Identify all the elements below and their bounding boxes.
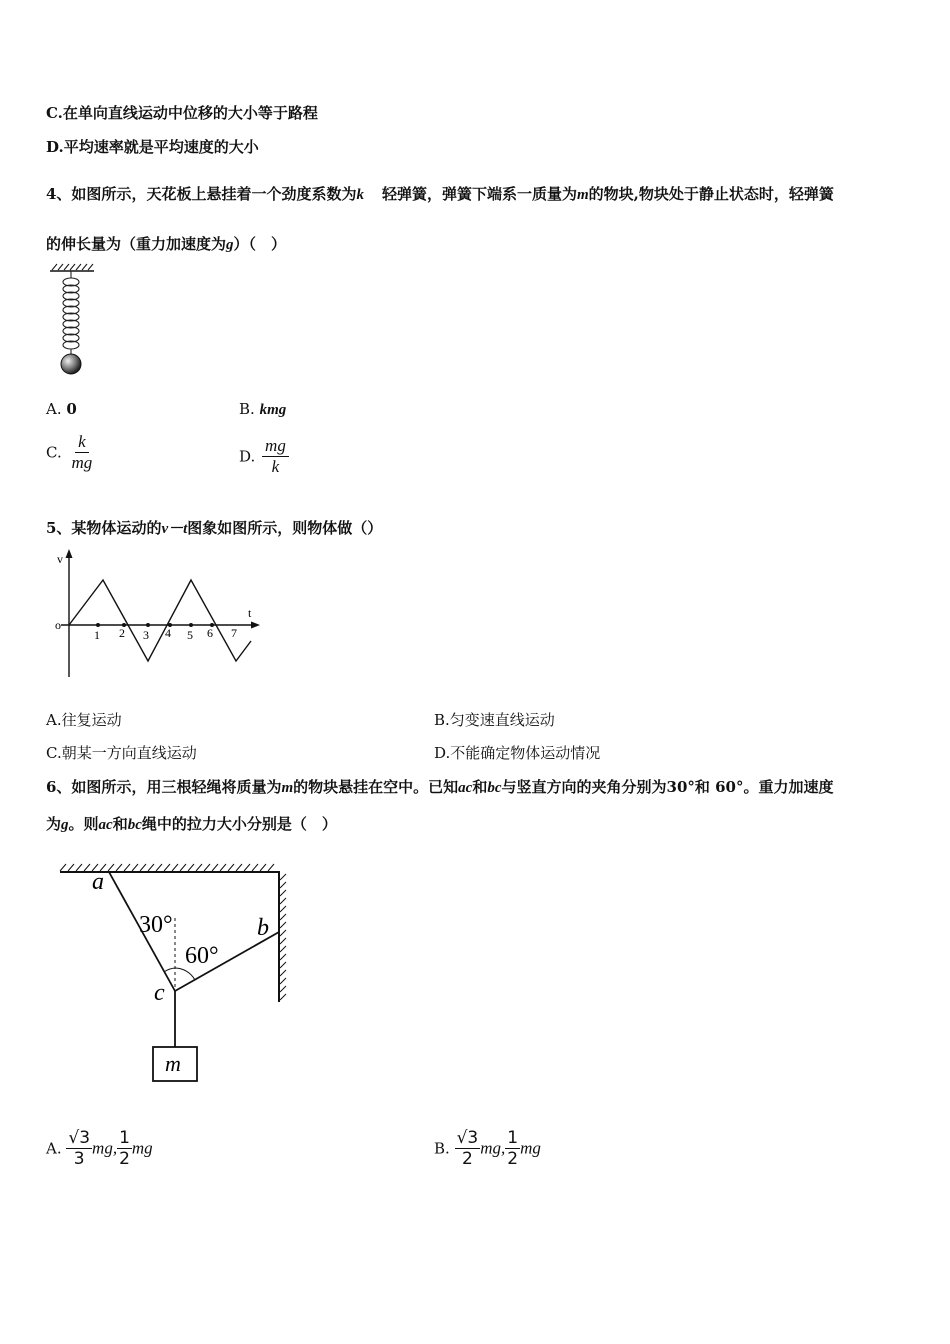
math-mg: mg bbox=[131, 1138, 153, 1158]
q5-option-b: B.匀变速直线运动 bbox=[434, 711, 555, 729]
fraction-numerator: k bbox=[75, 432, 89, 453]
q4-option-a bbox=[46, 400, 77, 418]
q6-text: 6、如图所示，用三根轻绳将质量为 bbox=[46, 778, 282, 796]
tick-4: 4 bbox=[165, 626, 171, 640]
fraction bbox=[69, 432, 96, 473]
q4-var-m: m bbox=[576, 187, 589, 203]
q4-text: 轻弹簧，弹簧下端系一质量为 bbox=[381, 185, 577, 203]
option-label: D. bbox=[239, 447, 256, 466]
q5-text: 图象如图所示，则物体做（） bbox=[187, 519, 383, 537]
q4-option-d bbox=[239, 436, 289, 477]
tick-1: 1 bbox=[94, 628, 100, 642]
q4-var-g: g bbox=[226, 237, 234, 253]
v-axis-label: v bbox=[57, 552, 63, 566]
q4-stem-line1 bbox=[46, 183, 834, 204]
q6-var-m: m bbox=[281, 780, 294, 796]
option-value: 0 bbox=[66, 400, 77, 418]
fraction-numerator: √3 bbox=[456, 1128, 479, 1148]
option-label: A. bbox=[46, 1139, 62, 1158]
q6-text: 绳中的拉力大小分别是（ ） bbox=[141, 815, 337, 833]
q4-option-b bbox=[239, 400, 286, 419]
q6-var-bc: bc bbox=[127, 817, 142, 833]
q6-var-ac: ac bbox=[98, 817, 113, 833]
q5-option-c: C.朝某一方向直线运动 bbox=[46, 744, 197, 762]
fraction-numerator: 1 bbox=[507, 1128, 519, 1148]
angle-arc-30 bbox=[164, 968, 175, 972]
q6-var-bc: bc bbox=[487, 780, 502, 796]
option-c-text: C.在单向直线运动中位移的大小等于路程 bbox=[46, 104, 318, 122]
option-label: C. bbox=[46, 443, 62, 462]
label-30: 30° bbox=[139, 912, 173, 938]
tick-7: 7 bbox=[231, 626, 237, 640]
q6-text: 为 bbox=[46, 815, 62, 833]
vt-graph bbox=[46, 545, 272, 680]
spring-coil bbox=[63, 271, 79, 354]
q6-option-b bbox=[434, 1128, 541, 1169]
tick-6: 6 bbox=[207, 626, 213, 640]
q4-text: 的物块,物块处于静止状态时，轻弹簧 bbox=[588, 185, 834, 203]
q6-text: 的物块悬挂在空中。已知 bbox=[293, 778, 459, 796]
q6-option-a bbox=[46, 1128, 153, 1169]
q6-text: 和 bbox=[472, 778, 488, 796]
fraction bbox=[66, 1128, 92, 1169]
tick-5: 5 bbox=[187, 628, 193, 642]
fraction-numerator: √3 bbox=[68, 1128, 91, 1148]
tick-2: 2 bbox=[119, 626, 125, 640]
fraction-denominator: 2 bbox=[119, 1149, 130, 1169]
q6-angles: 30°和 60° bbox=[666, 778, 744, 796]
wall-hatch bbox=[280, 874, 286, 1000]
math-mg: mg, bbox=[92, 1138, 118, 1158]
fraction-numerator: mg bbox=[262, 436, 289, 457]
origin-label: o bbox=[55, 618, 61, 632]
option-label: B. bbox=[434, 1139, 450, 1158]
q6-text: 与竖直方向的夹角分别为 bbox=[501, 778, 667, 796]
angle-arc-60 bbox=[175, 968, 195, 980]
fraction-denominator: 2 bbox=[461, 1149, 473, 1169]
block-ball bbox=[61, 354, 81, 374]
q5-var-vt: v－t bbox=[161, 521, 188, 537]
t-axis-arrow bbox=[251, 622, 260, 629]
q4-option-c bbox=[46, 432, 95, 473]
v-axis-arrow bbox=[66, 549, 73, 558]
option-value: kmg bbox=[259, 402, 287, 418]
q6-text: 和 bbox=[112, 815, 128, 833]
q5-option-d: D.不能确定物体运动情况 bbox=[434, 744, 601, 762]
option-label: B. bbox=[239, 400, 255, 418]
math-mg: mg bbox=[520, 1138, 541, 1158]
q5-text: 5、某物体运动的 bbox=[46, 519, 162, 537]
q4-stem-line2 bbox=[46, 233, 286, 254]
q4-text: ）（ ） bbox=[233, 235, 287, 253]
q4-var-k: k bbox=[356, 187, 364, 203]
label-b: b bbox=[257, 915, 269, 941]
q6-var-ac: ac bbox=[458, 780, 473, 796]
fraction bbox=[117, 1128, 132, 1169]
ceiling-hatch bbox=[52, 264, 93, 270]
q4-text: 的伸长量为（重力加速度为 bbox=[46, 235, 227, 253]
fraction-denominator: 2 bbox=[507, 1149, 519, 1169]
q5-option-a: A.往复运动 bbox=[46, 711, 122, 729]
t-axis-label: t bbox=[248, 606, 252, 620]
label-m: m bbox=[165, 1051, 181, 1076]
q6-stem-line2 bbox=[46, 813, 337, 834]
q6-stem-line1 bbox=[46, 776, 834, 797]
math-mg: mg, bbox=[480, 1138, 506, 1158]
fraction-denominator: 3 bbox=[73, 1149, 85, 1169]
fraction bbox=[262, 436, 289, 477]
q6-var-g: g bbox=[61, 817, 69, 833]
fraction-numerator: 1 bbox=[119, 1128, 130, 1148]
label-a: a bbox=[92, 869, 104, 895]
option-d-text: D.平均速率就是平均速度的大小 bbox=[46, 138, 259, 156]
rope-figure bbox=[52, 860, 292, 1090]
fraction bbox=[455, 1128, 481, 1169]
q6-text: 。则 bbox=[68, 815, 99, 833]
label-c: c bbox=[154, 980, 165, 1006]
q6-text: 。重力加速度 bbox=[743, 778, 834, 796]
spring-figure bbox=[44, 262, 100, 382]
q5-stem bbox=[46, 517, 382, 538]
label-60: 60° bbox=[185, 943, 219, 969]
fraction-denominator: k bbox=[271, 457, 280, 476]
option-label: A. bbox=[46, 400, 62, 418]
fraction-denominator: mg bbox=[71, 453, 93, 472]
q4-text: 4、如图所示，天花板上悬挂着一个劲度系数为 bbox=[46, 185, 357, 203]
tick-labels bbox=[94, 626, 237, 642]
tick-3: 3 bbox=[143, 628, 149, 642]
fraction bbox=[505, 1128, 520, 1169]
vt-curve bbox=[69, 580, 251, 661]
